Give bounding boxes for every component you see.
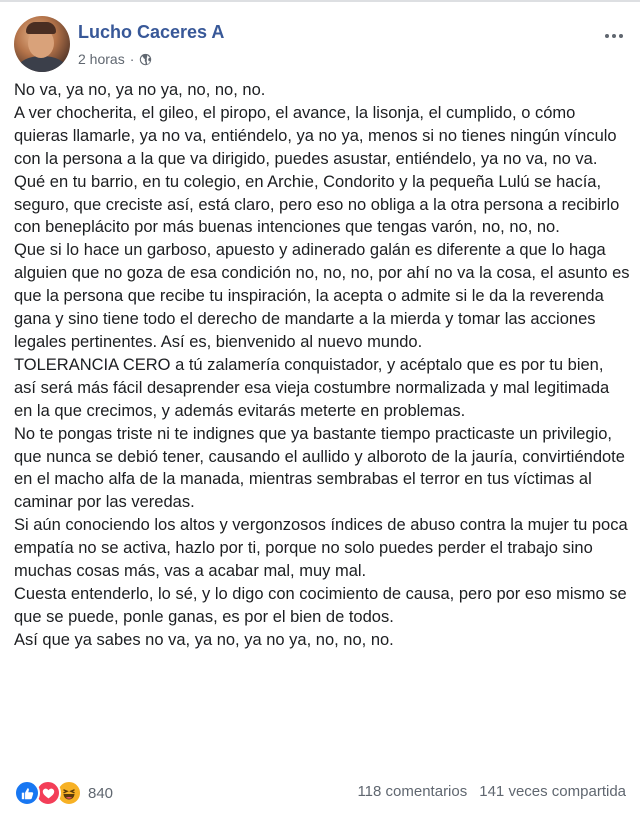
post-header	[14, 16, 626, 72]
post-body	[14, 79, 630, 652]
avatar[interactable]	[14, 16, 70, 72]
post-paragraph: No va, ya no, ya no ya, no, no, no.	[14, 81, 266, 99]
more-options-button[interactable]	[602, 24, 626, 48]
post-paragraph: Cuesta entenderlo, lo sé, y lo digo con cocimiento de causa, pero por eso mismo se que se puede, ponle ganas, es por el bien de todos.	[14, 584, 627, 626]
post-footer	[14, 780, 626, 806]
author-name[interactable]: Lucho Caceres A	[78, 22, 225, 42]
meta-separator: ·	[129, 51, 135, 67]
globe-icon[interactable]	[139, 53, 152, 66]
more-dot	[619, 34, 623, 38]
more-dot	[605, 34, 609, 38]
post-time[interactable]: 2 horas	[78, 51, 125, 67]
post-paragraph: Que si lo hace un garboso, apuesto y adinerado galán es diferente a que lo haga alguien que no goza de esa condición no, no, no, por ahí no va la cosa, el asunto es que la persona que recibe tu inspiración, la acepta o admite si le da la reverenda gana y sino tiene todo el derecho de mandarte a la mierda y tomar las acciones legales pertinentes. Así es, bienvenido al nuevo mundo.	[14, 241, 630, 351]
post-paragraph: TOLERANCIA CERO a tú zalamería conquistador, y acéptalo que es por tu bien, así será más fácil desaprender esa vieja costumbre normalizada y mal legitimada en la que crecimos, y además evitarás meterte en problemas.	[14, 355, 610, 420]
post-paragraph: A ver chocherita, el gileo, el piropo, el avance, la lisonja, el cumplido, o cómo quieras llamarle, ya no va, entiéndelo, ya no ya, menos si no tienes ningún vínculo con la persona a la que va dirigido, puedes asustar, entiéndelo, ya no va, no va.	[14, 103, 617, 168]
post-paragraph: No te pongas triste ni te indignes que ya bastante tiempo practicaste un privilegio, que nunca se debió tener, causando el aullido y alboroto de la jauría, convirtiéndote en el macho alfa de la manada, mientras sembrabas el terror en tus víctimas al caminar por las veredas.	[14, 424, 625, 512]
comments-count-link[interactable]: 118 comentarios	[357, 783, 468, 800]
post-stats	[357, 783, 626, 800]
more-dot	[612, 34, 616, 38]
like-icon	[14, 780, 40, 806]
post-paragraph: Si aún conociendo los altos y vergonzosos índices de abuso contra la mujer tu poca empatía no se activa, hazlo por ti, porque no solo puedes perder el trabajo sino muchas cosas más, vas a acabar mal, muy mal.	[14, 516, 628, 581]
reactions-summary[interactable]	[14, 780, 113, 806]
post-paragraph: Así que ya sabes no va, ya no, ya no ya, no, no, no.	[14, 630, 394, 649]
post-meta	[78, 51, 152, 67]
shares-count-link[interactable]: 141 veces compartida	[479, 783, 626, 800]
reaction-count[interactable]: 840	[88, 784, 114, 802]
post-paragraph: Qué en tu barrio, en tu colegio, en Archie, Condorito y la pequeña Lulú se hacía, seguro, que creciste así, está claro, pero eso no obliga a la otra persona a recibirlo con beneplácito por más buenas intenciones que tengas varón, no, no, no.	[14, 172, 620, 237]
